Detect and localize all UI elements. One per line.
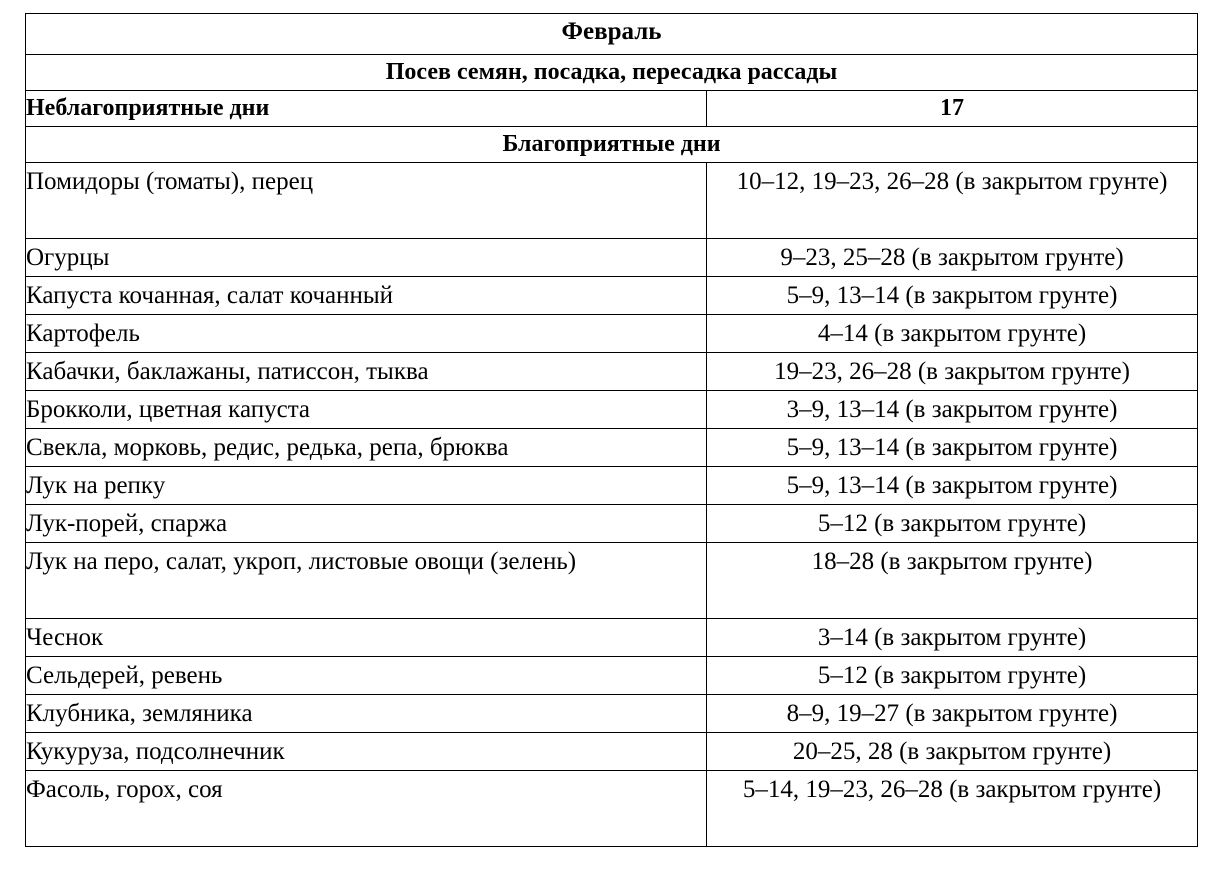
month-title-row: [26, 14, 1198, 55]
section-title-row: [26, 55, 1198, 91]
favorable-days-value: 5–9, 13–14 (в закрытом грунте): [707, 467, 1198, 505]
crop-name: Чеснок: [26, 619, 707, 657]
favorable-days-header: Благоприятные дни: [26, 127, 1198, 163]
crop-name: Клубника, земляника: [26, 695, 707, 733]
favorable-days-header-row: [26, 127, 1198, 163]
favorable-days-value: 5–12 (в закрытом грунте): [707, 657, 1198, 695]
crop-name: Фасоль, горох, соя: [26, 771, 707, 847]
favorable-days-value: 18–28 (в закрытом грунте): [707, 543, 1198, 619]
table-row: [26, 619, 1198, 657]
favorable-days-value: 10–12, 19–23, 26–28 (в закрытом грунте): [707, 163, 1198, 239]
crop-name: Кабачки, баклажаны, патиссон, тыква: [26, 353, 707, 391]
crop-name: Кукуруза, подсолнечник: [26, 733, 707, 771]
crop-name: Лук на перо, салат, укроп, листовые овощи (зелень): [26, 543, 707, 619]
unfavorable-days-row: [26, 91, 1198, 127]
crop-name: Помидоры (томаты), перец: [26, 163, 707, 239]
favorable-days-value: 5–14, 19–23, 26–28 (в закрытом грунте): [707, 771, 1198, 847]
crop-name: Огурцы: [26, 239, 707, 277]
table-row: [26, 733, 1198, 771]
favorable-days-value: 4–14 (в закрытом грунте): [707, 315, 1198, 353]
favorable-days-value: 3–9, 13–14 (в закрытом грунте): [707, 391, 1198, 429]
table-row: [26, 353, 1198, 391]
crop-name: Лук-порей, спаржа: [26, 505, 707, 543]
table-row: [26, 163, 1198, 239]
table-row: [26, 505, 1198, 543]
table-row: [26, 543, 1198, 619]
table-row: [26, 391, 1198, 429]
favorable-days-value: 3–14 (в закрытом грунте): [707, 619, 1198, 657]
crop-name: Картофель: [26, 315, 707, 353]
table-row: [26, 315, 1198, 353]
unfavorable-days-label: Неблагоприятные дни: [26, 91, 707, 127]
unfavorable-days-value: 17: [707, 91, 1198, 127]
table-row: [26, 239, 1198, 277]
favorable-days-value: 20–25, 28 (в закрытом грунте): [707, 733, 1198, 771]
crop-name: Свекла, морковь, редис, редька, репа, брюква: [26, 429, 707, 467]
table-row: [26, 695, 1198, 733]
favorable-days-value: 9–23, 25–28 (в закрытом грунте): [707, 239, 1198, 277]
crop-name: Брокколи, цветная капуста: [26, 391, 707, 429]
section-title: Посев семян, посадка, пересадка рассады: [26, 55, 1198, 91]
table-row: [26, 277, 1198, 315]
crop-name: Лук на репку: [26, 467, 707, 505]
table-body: [26, 14, 1198, 847]
favorable-days-value: 5–12 (в закрытом грунте): [707, 505, 1198, 543]
crop-name: Капуста кочанная, салат кочанный: [26, 277, 707, 315]
table-row: [26, 467, 1198, 505]
favorable-days-value: 8–9, 19–27 (в закрытом грунте): [707, 695, 1198, 733]
favorable-days-value: 5–9, 13–14 (в закрытом грунте): [707, 277, 1198, 315]
table-row: [26, 771, 1198, 847]
table-row: [26, 657, 1198, 695]
favorable-days-value: 5–9, 13–14 (в закрытом грунте): [707, 429, 1198, 467]
crop-name: Сельдерей, ревень: [26, 657, 707, 695]
lunar-calendar-table: [25, 13, 1198, 847]
table-row: [26, 429, 1198, 467]
month-title: Февраль: [26, 14, 1198, 55]
favorable-days-value: 19–23, 26–28 (в закрытом грунте): [707, 353, 1198, 391]
